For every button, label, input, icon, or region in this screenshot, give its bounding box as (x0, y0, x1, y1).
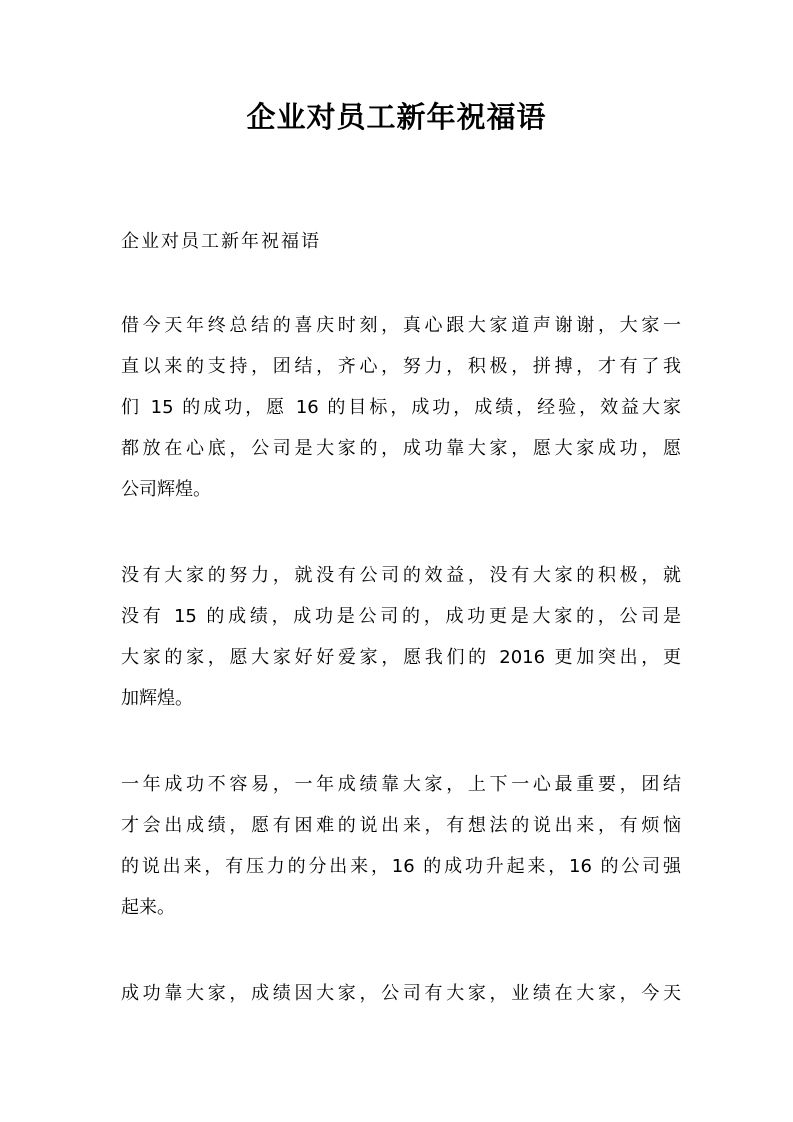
paragraph-line: 加辉煌。 (121, 688, 193, 709)
paragraph-line: 成功靠大家，成绩因大家，公司有大家，业绩在大家，今天 (121, 983, 681, 1004)
paragraph-1 (121, 305, 681, 510)
paragraph-line: 大家的家，愿大家好好爱家，愿我们的 2016 更加突出，更 (121, 647, 681, 668)
paragraph-line: 们 15 的成功，愿 16 的目标，成功，成绩，经验，效益大家 (121, 397, 681, 418)
document-title: 企业对员工新年祝福语 (246, 100, 547, 134)
paragraph-3 (121, 764, 681, 928)
paragraph-line: 没有 15 的成绩，成功是公司的，成功更是大家的，公司是 (121, 606, 681, 627)
paragraph-line: 起来。 (121, 897, 175, 918)
paragraph-line: 的说出来，有压力的分出来，16 的成功升起来，16 的公司强 (121, 856, 681, 877)
paragraph-line: 没有大家的努力，就没有公司的效益，没有大家的积极，就 (121, 565, 681, 586)
paragraph-line: 公司辉煌。 (121, 479, 211, 500)
paragraph-line: 借今天年终总结的喜庆时刻，真心跟大家道声谢谢，大家一 (121, 315, 681, 336)
paragraph-line: 才会出成绩，愿有困难的说出来，有想法的说出来，有烦恼 (121, 815, 681, 836)
paragraph-2 (121, 555, 681, 719)
paragraph-line: 都放在心底，公司是大家的，成功靠大家，愿大家成功，愿 (121, 438, 681, 459)
document-subtitle: 企业对员工新年祝福语 (121, 231, 321, 252)
paragraph-4 (121, 973, 681, 1014)
paragraph-line: 直以来的支持，团结，齐心，努力，积极，拼搏，才有了我 (121, 356, 681, 377)
paragraph-line: 一年成功不容易，一年成绩靠大家，上下一心最重要，团结 (121, 774, 681, 795)
